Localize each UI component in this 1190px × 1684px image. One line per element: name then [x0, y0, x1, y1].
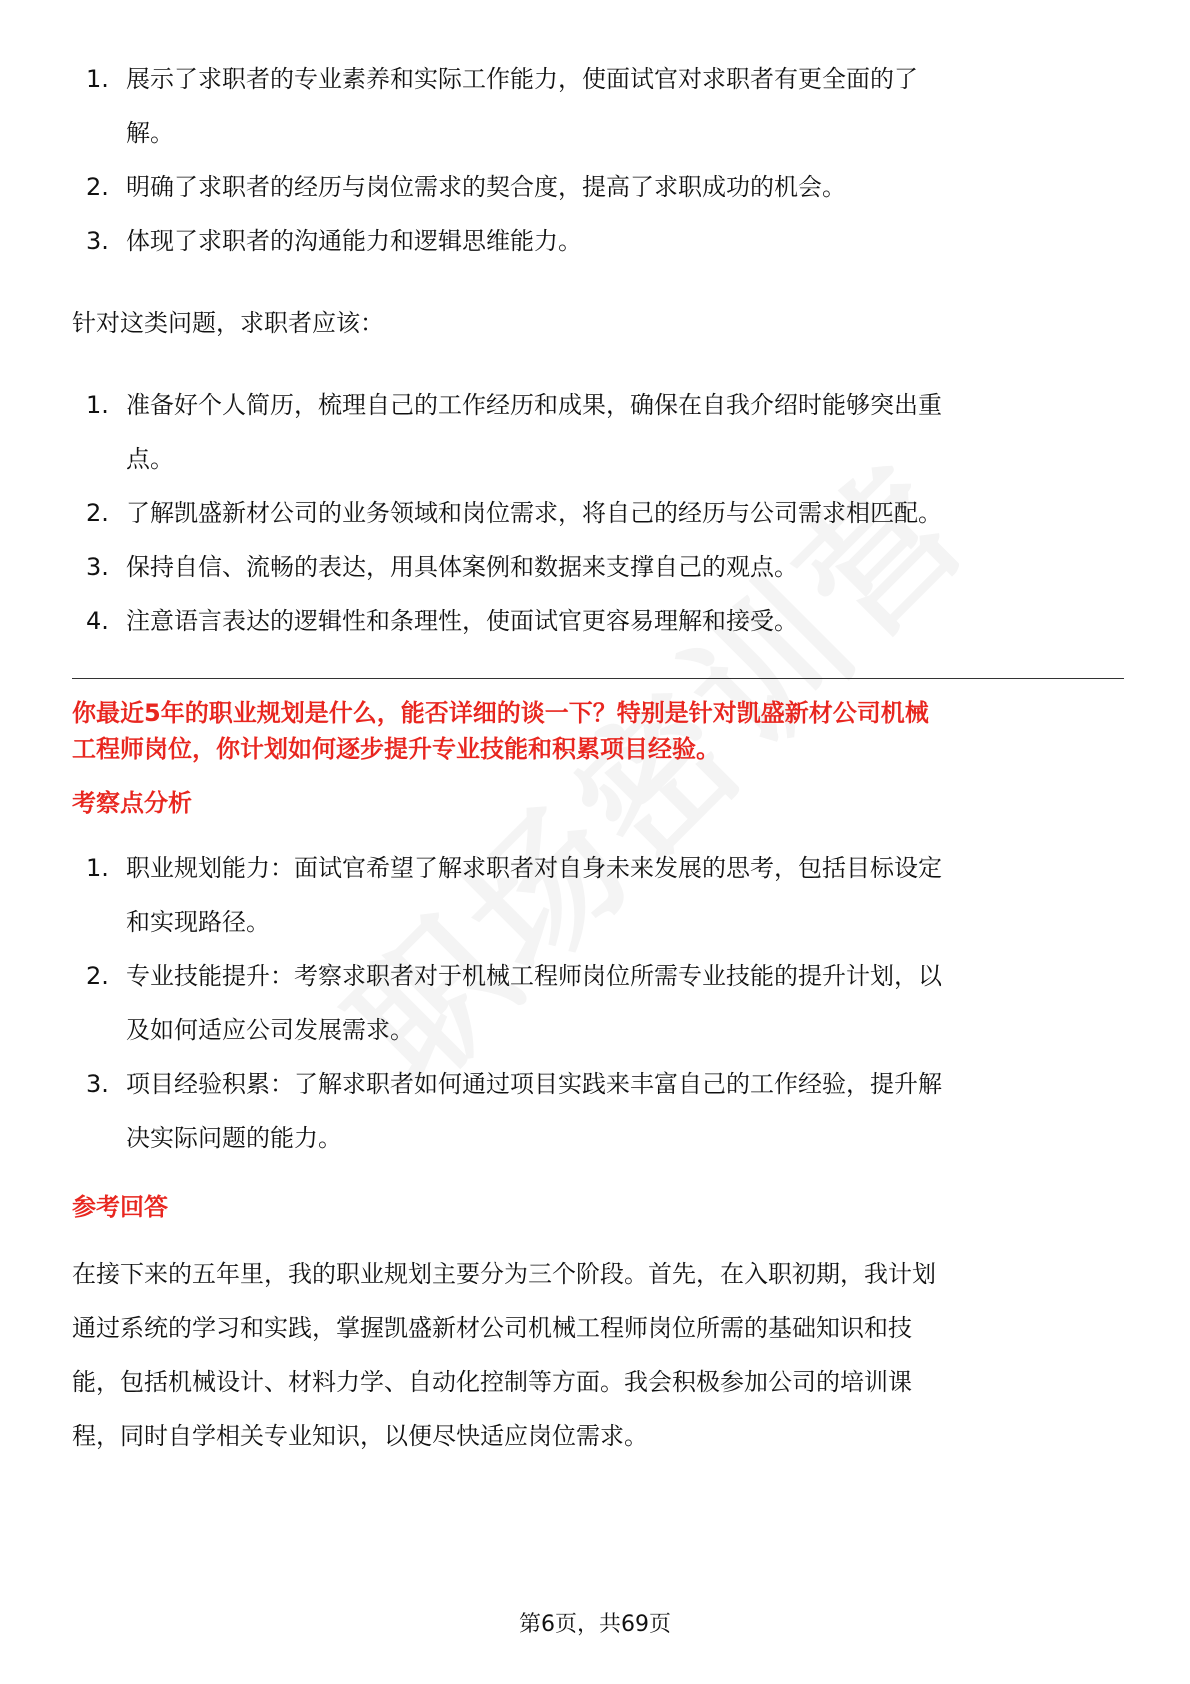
list-number: 4.: [86, 607, 109, 635]
list-item: [72, 378, 1122, 486]
intro-paragraph: 针对这类问题，求职者应该：: [72, 309, 384, 337]
list-item: [72, 540, 1122, 594]
spacer: [72, 1225, 1122, 1247]
answer-line: 在接下来的五年里，我的职业规划主要分为三个阶段。首先，在入职初期，我计划: [72, 1260, 936, 1288]
spacer: [72, 350, 1122, 378]
list-item: [72, 841, 1122, 949]
question-line: 你最近5年的职业规划是什么，能否详细的谈一下？特别是针对凯盛新材公司机械: [72, 699, 929, 727]
list-item: [72, 594, 1122, 648]
spacer: [72, 1165, 1122, 1189]
list-text-line: 和实现路径。: [126, 908, 270, 936]
list-text-line: 专业技能提升：考察求职者对于机械工程师岗位所需专业技能的提升计划，以: [126, 962, 942, 990]
spacer: [72, 821, 1122, 841]
document-content: [72, 52, 1122, 1463]
answer-line: 能，包括机械设计、材料力学、自动化控制等方面。我会积极参加公司的培训课: [72, 1368, 912, 1396]
list-number: 1.: [86, 65, 109, 93]
answer-heading: 参考回答: [72, 1193, 168, 1221]
list-item: [72, 486, 1122, 540]
list-number: 2.: [86, 499, 109, 527]
list-item: [72, 160, 1122, 214]
list-item: [72, 52, 1122, 160]
list-item: [72, 214, 1122, 268]
list-text-line: 了解凯盛新材公司的业务领域和岗位需求，将自己的经历与公司需求相匹配。: [126, 499, 942, 527]
answer-line: 通过系统的学习和实践，掌握凯盛新材公司机械工程师岗位所需的基础知识和技: [72, 1314, 912, 1342]
list-text-line: 解。: [126, 119, 174, 147]
analysis-list: [72, 841, 1122, 1165]
answer-paragraph: [72, 1247, 1122, 1463]
list-number: 3.: [86, 1070, 109, 1098]
list-item: [72, 1057, 1122, 1165]
list-text-line: 明确了求职者的经历与岗位需求的契合度，提高了求职成功的机会。: [126, 173, 846, 201]
list-text-line: 决实际问题的能力。: [126, 1124, 342, 1152]
page-number: 第6页，共69页: [519, 1612, 671, 1637]
benefits-list: [72, 52, 1122, 268]
question-line: 工程师岗位，你计划如何逐步提升专业技能和积累项目经验。: [72, 735, 720, 763]
list-text-line: 准备好个人简历，梳理自己的工作经历和成果，确保在自我介绍时能够突出重: [126, 391, 942, 419]
list-text-line: 及如何适应公司发展需求。: [126, 1016, 414, 1044]
section-divider: [72, 678, 1124, 679]
list-text-line: 保持自信、流畅的表达，用具体案例和数据来支撑自己的观点。: [126, 553, 798, 581]
list-text-line: 注意语言表达的逻辑性和条理性，使面试官更容易理解和接受。: [126, 607, 798, 635]
list-text-line: 点。: [126, 445, 174, 473]
list-text-line: 职业规划能力：面试官希望了解求职者对自身未来发展的思考，包括目标设定: [126, 854, 942, 882]
list-text-line: 展示了求职者的专业素养和实际工作能力，使面试官对求职者有更全面的了: [126, 65, 918, 93]
interview-question: [72, 695, 1122, 767]
list-number: 2.: [86, 173, 109, 201]
list-text-line: 体现了求职者的沟通能力和逻辑思维能力。: [126, 227, 582, 255]
answer-line: 程，同时自学相关专业知识，以便尽快适应岗位需求。: [72, 1422, 648, 1450]
list-number: 3.: [86, 227, 109, 255]
analysis-heading: 考察点分析: [72, 789, 192, 817]
list-number: 1.: [86, 854, 109, 882]
list-item: [72, 949, 1122, 1057]
list-text-line: 项目经验积累：了解求职者如何通过项目实践来丰富自己的工作经验，提升解: [126, 1070, 942, 1098]
advice-list: [72, 378, 1122, 648]
list-number: 3.: [86, 553, 109, 581]
spacer: [72, 268, 1122, 296]
list-number: 1.: [86, 391, 109, 419]
list-number: 2.: [86, 962, 109, 990]
